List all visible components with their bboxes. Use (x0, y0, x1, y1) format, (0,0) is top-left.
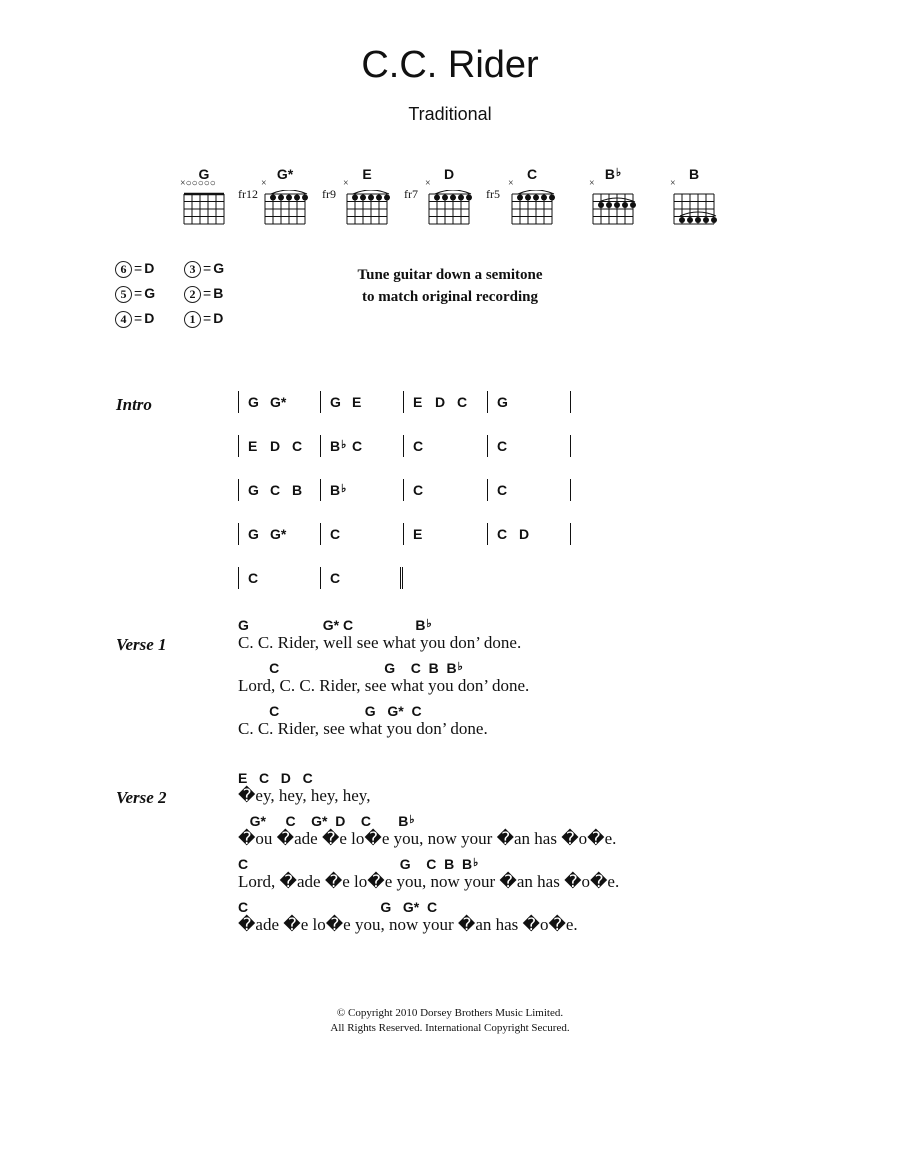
lyric-line: �ey, hey, hey, hey, (238, 786, 371, 805)
intro-chord: B (292, 482, 303, 498)
intro-chord: B♭ (330, 438, 347, 454)
chord-line: C G G* C (238, 899, 438, 915)
barline (570, 523, 571, 545)
intro-chord: G* (270, 526, 287, 542)
finger-dot (450, 195, 456, 201)
chord-line: G G* C B♭ (238, 617, 432, 633)
finger-dot (294, 195, 300, 201)
finger-dot (622, 202, 628, 208)
barre-arc (518, 190, 554, 194)
equals-sign: = (203, 260, 212, 276)
composer: Traditional (408, 104, 492, 124)
flat-sign: ♭ (615, 167, 622, 179)
string-note: D (213, 310, 224, 326)
intro-chord: E (413, 526, 423, 542)
barline (400, 567, 401, 589)
intro-chord: D (270, 438, 281, 454)
string-number: 6 (115, 261, 132, 278)
equals-sign: = (203, 285, 212, 301)
finger-dot (687, 217, 693, 223)
copyright-line: All Rights Reserved. International Copyright Secured. (330, 1022, 570, 1034)
barline (403, 435, 404, 457)
chord-box-fret: fr5 (486, 187, 500, 201)
intro-chord: C (413, 438, 424, 454)
lyric-line: C. C. Rider, well see what you don’ done. (238, 633, 522, 652)
tuning-entry (115, 310, 154, 328)
chord-line: C G C B B♭ (238, 660, 463, 676)
intro-label: Intro (116, 395, 152, 414)
chord-line: C G C B B♭ (238, 856, 479, 872)
finger-dot (384, 195, 390, 201)
intro-chord: C (330, 570, 341, 586)
finger-dot (270, 195, 276, 201)
tuning-instruction-line: to match original recording (362, 289, 538, 305)
finger-dot (533, 195, 539, 201)
barline (238, 435, 239, 457)
flat-sign: ♭ (473, 857, 479, 869)
barline (238, 567, 239, 589)
barline (320, 523, 321, 545)
finger-dot (630, 202, 636, 208)
intro-chord: C (497, 482, 508, 498)
chord-line: G* C G* D C B♭ (238, 813, 415, 829)
intro-chord: G (497, 394, 508, 410)
string-note: B (213, 285, 224, 301)
chord-box-open-strings: × (508, 178, 514, 189)
barline (320, 479, 321, 501)
flat-sign: ♭ (457, 661, 463, 673)
chord-box-open-strings: × (261, 178, 267, 189)
chord-box-name: C (526, 166, 538, 182)
flat-sign: ♭ (341, 439, 347, 451)
finger-dot (368, 195, 374, 201)
tuning-entry (115, 285, 155, 303)
intro-chord: G (330, 394, 341, 410)
chord-grid (427, 190, 475, 226)
equals-sign: = (134, 260, 143, 276)
finger-dot (286, 195, 292, 201)
string-number: 2 (184, 286, 201, 303)
chord-box-open-strings: × (589, 178, 595, 189)
intro-chord: C (457, 394, 468, 410)
chord-grid (345, 190, 393, 226)
lyric-line: Lord, �ade �e lo�e you, now your �an has �o�e. (238, 872, 620, 891)
song-title: C.C. Rider (361, 44, 539, 86)
string-number: 4 (115, 311, 132, 328)
intro-chord: G (248, 394, 259, 410)
chord-box-open-strings: ×○○○○○ (180, 178, 216, 189)
tuning-entry (184, 310, 223, 328)
barline (320, 435, 321, 457)
intro-chord: C (270, 482, 281, 498)
intro-chord: D (435, 394, 446, 410)
chord-box-name: E (362, 166, 372, 182)
finger-dot (549, 195, 555, 201)
barline (238, 479, 239, 501)
equals-sign: = (203, 310, 212, 326)
chord-line: C G G* C (238, 703, 422, 719)
barline (403, 391, 404, 413)
equals-sign: = (134, 310, 143, 326)
barre-arc (353, 190, 389, 194)
finger-dot (434, 195, 440, 201)
string-number: 1 (184, 311, 201, 328)
tuning-entry (184, 260, 224, 278)
chord-box-open-strings: × (343, 178, 349, 189)
copyright-notice (0, 1006, 900, 1036)
intro-chord: D (519, 526, 530, 542)
finger-dot (703, 217, 709, 223)
finger-dot (606, 202, 612, 208)
chord-box-name: B♭ (604, 166, 622, 182)
barline (402, 567, 403, 589)
flat-sign: ♭ (409, 814, 415, 826)
string-note: G (213, 260, 225, 276)
string-note: G (144, 285, 156, 301)
barre-arc (435, 190, 471, 194)
finger-dot (466, 195, 472, 201)
finger-dot (541, 195, 547, 201)
barline (238, 523, 239, 545)
chord-grid (672, 190, 720, 226)
intro-chord: C (352, 438, 363, 454)
finger-dot (458, 195, 464, 201)
flat-sign: ♭ (426, 618, 432, 630)
finger-dot (360, 195, 366, 201)
chord-box-fret: fr7 (404, 187, 418, 201)
chord-line: E C D C (238, 770, 313, 786)
intro-chord: B♭ (330, 482, 347, 498)
tuning-instruction-line: Tune guitar down a semitone (357, 267, 543, 283)
finger-dot (614, 202, 620, 208)
lyric-line: Lord, C. C. Rider, see what you don’ done. (238, 676, 530, 695)
intro-chord: G (248, 526, 259, 542)
intro-chord: G* (270, 394, 287, 410)
barline (403, 479, 404, 501)
copyright-line: © Copyright 2010 Dorsey Brothers Music Limited. (336, 1007, 564, 1019)
chord-box-name: G* (276, 166, 294, 182)
chord-box-open-strings: × (670, 178, 676, 189)
barline (320, 391, 321, 413)
lyric-line: C. C. Rider, see what you don’ done. (238, 719, 488, 738)
verse2-label: Verse 2 (116, 788, 167, 807)
intro-chord: E (413, 394, 423, 410)
chord-box-fret: fr12 (238, 187, 258, 201)
string-note: D (144, 260, 155, 276)
barline (403, 523, 404, 545)
barline (487, 391, 488, 413)
lyric-line: �ou �ade �e lo�e you, now your �an has �o�e. (238, 829, 617, 848)
string-number: 3 (184, 261, 201, 278)
intro-chord: G (248, 482, 259, 498)
chord-box-name: B (688, 166, 700, 182)
finger-dot (517, 195, 523, 201)
chord-box-open-strings: × (425, 178, 431, 189)
barline (487, 523, 488, 545)
finger-dot (679, 217, 685, 223)
intro-chord: C (292, 438, 303, 454)
tuning-entry (184, 285, 223, 303)
finger-dot (376, 195, 382, 201)
chord-grid (510, 190, 558, 226)
finger-dot (711, 217, 717, 223)
barre-arc (271, 190, 307, 194)
finger-dot (598, 202, 604, 208)
intro-chord: C (497, 438, 508, 454)
tuning-instruction (300, 264, 600, 308)
barline (320, 567, 321, 589)
finger-dot (695, 217, 701, 223)
string-note: D (144, 310, 155, 326)
chord-box-name: G (198, 166, 210, 182)
intro-chord: C (497, 526, 508, 542)
intro-chord: C (413, 482, 424, 498)
barline (487, 479, 488, 501)
chord-grid (591, 190, 639, 226)
finger-dot (352, 195, 358, 201)
finger-dot (278, 195, 284, 201)
flat-sign: ♭ (341, 483, 347, 495)
barline (570, 479, 571, 501)
tuning-entry (115, 260, 154, 278)
chord-grid (182, 190, 230, 226)
barline (238, 391, 239, 413)
finger-dot (442, 195, 448, 201)
barline (570, 391, 571, 413)
string-number: 5 (115, 286, 132, 303)
chord-box-fret: fr9 (322, 187, 336, 201)
finger-dot (525, 195, 531, 201)
chord-grid (263, 190, 311, 226)
barline (570, 435, 571, 457)
intro-chord: C (330, 526, 341, 542)
intro-chord: E (352, 394, 362, 410)
lyric-line: �ade �e lo�e you, now your �an has �o�e. (238, 915, 578, 934)
chord-box-name: D (443, 166, 455, 182)
barline (487, 435, 488, 457)
equals-sign: = (134, 285, 143, 301)
finger-dot (302, 195, 308, 201)
verse1-label: Verse 1 (116, 635, 167, 654)
intro-chord: E (248, 438, 258, 454)
intro-chord: C (248, 570, 259, 586)
